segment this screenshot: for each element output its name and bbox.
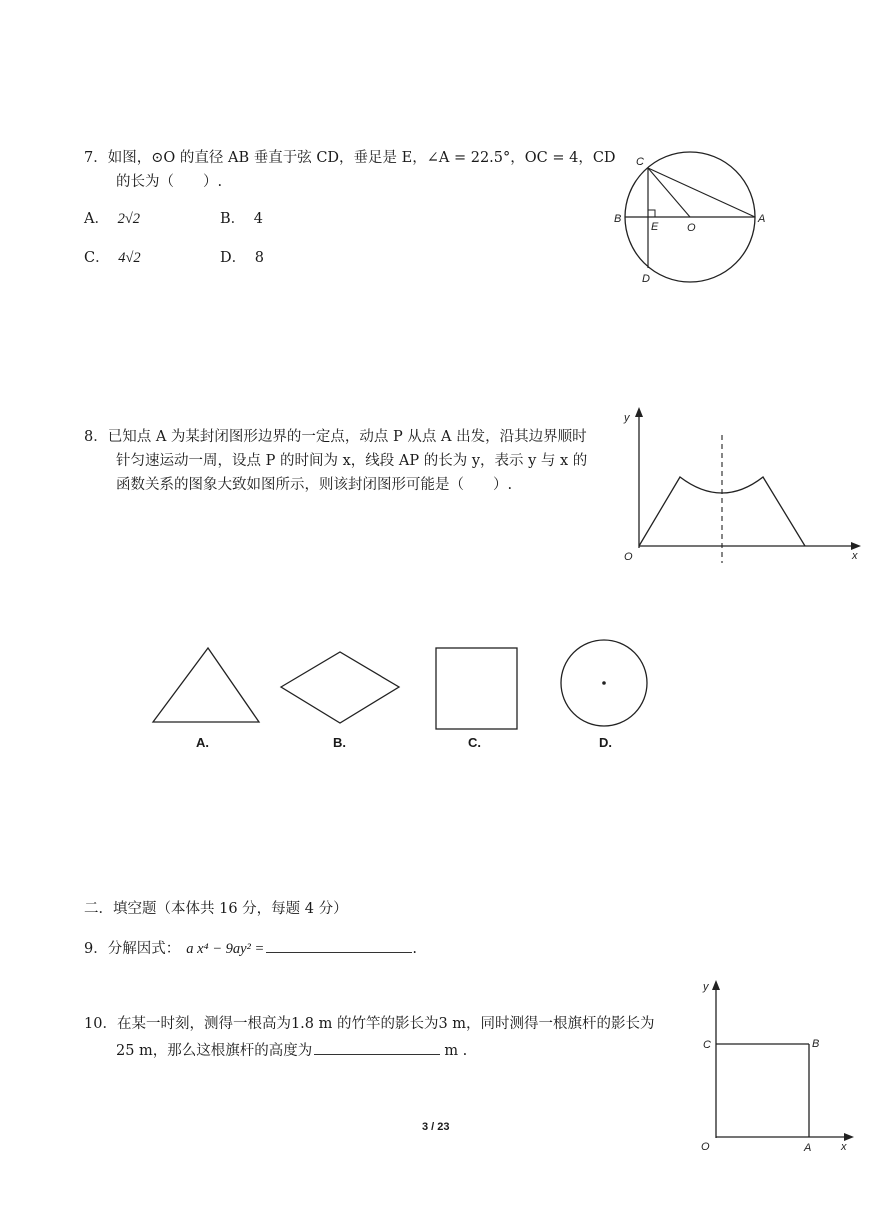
- label-b: B: [812, 1038, 820, 1050]
- q10-line2-suffix: m .: [444, 1043, 468, 1059]
- q9-answer-blank[interactable]: [266, 938, 412, 953]
- q7-option-b-letter: B．: [220, 211, 246, 227]
- label-d: D: [642, 273, 650, 285]
- label-b: B: [614, 213, 622, 225]
- choice-d-label: D.: [599, 735, 612, 750]
- label-c: C: [636, 156, 644, 168]
- rect-graph-y-label: y: [703, 981, 709, 993]
- q9-line: [84, 938, 417, 959]
- graph-origin-label: O: [624, 551, 633, 563]
- choice-d-center-dot: [602, 681, 606, 685]
- q7-option-c: [84, 248, 141, 268]
- q7-stem-line2: 的长为（ ）.: [116, 174, 223, 190]
- q7-option-c-value: 4√2: [118, 250, 141, 266]
- label-e: E: [651, 221, 659, 233]
- q7-option-b: [220, 209, 263, 229]
- q7-circle-figure: [612, 148, 772, 288]
- q7-option-d-value: 8: [254, 250, 264, 266]
- graph-y-label: y: [624, 412, 630, 424]
- q7-option-d: [220, 248, 264, 268]
- q7-stem-line1: 7．如图，⊙O 的直径 AB 垂直于弦 CD，垂足是 E，∠A = 22.5°，OC = 4，CD: [84, 150, 616, 166]
- q7-option-c-letter: C．: [84, 250, 110, 266]
- q9-suffix: .: [412, 941, 417, 957]
- q7-option-d-letter: D．: [220, 250, 247, 266]
- label-a: A: [758, 213, 766, 225]
- choice-c-label: C.: [468, 735, 481, 750]
- q8-stem-line3: 函数关系的图象大致如图所示，则该封闭图形可能是（ ）.: [116, 477, 513, 493]
- q8-function-graph: [618, 405, 863, 565]
- q8-stem-line1: 8．已知点 A 为某封闭图形边界的一定点，动点 P 从点 A 出发，沿其边界顺时: [84, 429, 587, 445]
- choice-b-label: B.: [333, 735, 346, 750]
- q10-answer-blank[interactable]: [314, 1040, 440, 1055]
- choice-c-square: [436, 648, 517, 729]
- segment-ca: [648, 168, 755, 217]
- choice-a-label: A.: [196, 735, 209, 750]
- q10-line2-prefix: 25 m，那么这根旗杆的高度为: [116, 1043, 313, 1059]
- q7-option-b-value: 4: [253, 211, 263, 227]
- q7-option-a: [84, 209, 140, 229]
- q9-prefix: 9．分解因式：: [84, 941, 181, 957]
- label-a: A: [804, 1142, 812, 1154]
- q7-option-a-letter: A．: [84, 211, 109, 227]
- label-o: O: [687, 222, 696, 234]
- x-axis-arrow: [844, 1133, 854, 1141]
- rect-graph-origin-label: O: [701, 1141, 710, 1153]
- choice-a-triangle: [153, 648, 259, 722]
- x-axis-arrow: [851, 542, 861, 550]
- section2-heading: 二．填空题（本体共 16 分，每题 4 分）: [84, 901, 348, 917]
- q8-stem-line2: 针匀速运动一周，设点 P 的时间为 x，线段 AP 的长为 y，表示 y 与 x 的: [116, 453, 588, 469]
- rect-graph-x-label: x: [841, 1141, 847, 1153]
- q9-expression: a x⁴ − 9ay² =: [186, 941, 265, 957]
- choice-b-rhombus: [281, 652, 399, 723]
- graph-x-label: x: [852, 550, 858, 562]
- q10-rectangle-graph: [692, 972, 862, 1157]
- q7-option-a-value: 2√2: [117, 211, 141, 227]
- q8-shape-choices: [150, 645, 650, 755]
- y-axis-arrow: [635, 407, 643, 417]
- page-number: 3 / 23: [422, 1121, 450, 1133]
- right-angle-mark: [648, 210, 655, 217]
- q10-line1: 10．在某一时刻，测得一根高为1.8 m 的竹竿的影长为3 m，同时测得一根旗杆的影长为: [84, 1016, 655, 1032]
- label-c: C: [703, 1039, 711, 1051]
- y-axis-arrow: [712, 980, 720, 990]
- q10-line2: [116, 1040, 467, 1061]
